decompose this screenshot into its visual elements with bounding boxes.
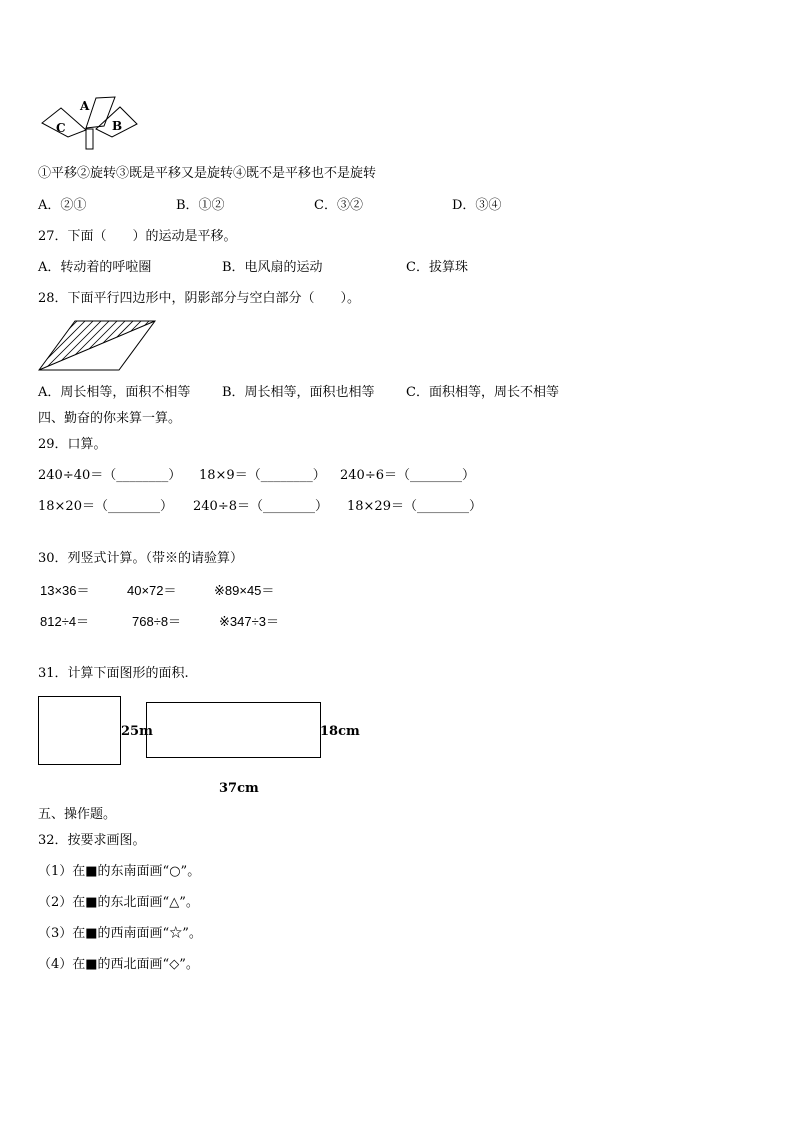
- q32-item-3: （3）在■的西南面画“☆”。: [38, 926, 202, 941]
- q29-stem: 29．口算。: [38, 437, 107, 452]
- q27-stem: 27．下面（ ）的运动是平移。: [38, 229, 237, 244]
- q28-option-c[interactable]: C．面积相等，周长不相等: [406, 385, 559, 400]
- square-figure: [38, 696, 121, 765]
- leaf-a-shape: [86, 97, 115, 128]
- q29-r2-c2: 240÷8＝（________）: [193, 499, 328, 514]
- q27-option-c[interactable]: C．拔算珠: [406, 260, 468, 275]
- section-5-heading: 五、操作题。: [38, 807, 117, 822]
- q31-stem: 31．计算下面图形的面积.: [38, 666, 189, 681]
- q32-item-2: （2）在■的东北面画“△”。: [38, 895, 199, 910]
- rectangle-height-label: 18cm: [320, 724, 360, 739]
- square-side-label: 25m: [121, 724, 153, 739]
- q32-item-1: （1）在■的东南面画“○”。: [38, 864, 201, 879]
- q26-option-a[interactable]: A．②①: [38, 198, 87, 213]
- q27-option-b[interactable]: B．电风扇的运动: [222, 260, 323, 275]
- q29-r1-c1: 240÷40＝（________）: [38, 468, 182, 483]
- q28-option-b[interactable]: B．周长相等，面积也相等: [222, 385, 375, 400]
- rotation-figure: [40, 90, 140, 150]
- rectangle-figure: [146, 702, 321, 758]
- rectangle-width-label: 37cm: [219, 781, 259, 796]
- q26-option-c[interactable]: C．③②: [314, 198, 363, 213]
- section-4-heading: 四、勤奋的你来算一算。: [38, 411, 182, 426]
- q30-r2-c2: 768÷8＝: [132, 614, 182, 629]
- q30-r1-c1: 13×36＝: [40, 583, 90, 598]
- leaf-a-label: A: [80, 99, 90, 113]
- shaded-triangle: [18, 320, 166, 372]
- q26-option-b[interactable]: B．①②: [176, 198, 225, 213]
- q30-stem: 30．列竖式计算。（带※的请验算）: [38, 551, 244, 566]
- leaf-b-label: B: [112, 119, 123, 133]
- q29-r1-c3: 240÷6＝（________）: [340, 468, 475, 483]
- q29-r2-c1: 18×20＝（________）: [38, 499, 173, 514]
- q29-r1-c2: 18×9＝（________）: [199, 468, 326, 483]
- stem-shape: [86, 129, 93, 149]
- q26-option-d[interactable]: D．③④: [452, 198, 502, 213]
- q30-r2-c3: ※347÷3＝: [219, 614, 279, 629]
- q28-stem: 28．下面平行四边形中，阴影部分与空白部分（ ）。: [38, 291, 361, 306]
- q26-statements: ①平移②旋转③既是平移又是旋转④既不是平移也不是旋转: [38, 166, 377, 181]
- q32-stem: 32．按要求画图。: [38, 833, 146, 848]
- q30-r2-c1: 812÷4＝: [40, 614, 90, 629]
- q30-r1-c3: ※89×45＝: [214, 583, 275, 598]
- q29-r2-c3: 18×29＝（________）: [347, 499, 482, 514]
- q30-r1-c2: 40×72＝: [127, 583, 177, 598]
- q28-option-a[interactable]: A．周长相等，面积不相等: [38, 385, 191, 400]
- parallelogram-figure: [38, 320, 158, 372]
- q27-option-a[interactable]: A．转动着的呼啦圈: [38, 260, 152, 275]
- q32-item-4: （4）在■的西北面画“◇”。: [38, 957, 199, 972]
- leaf-c-label: C: [56, 121, 66, 135]
